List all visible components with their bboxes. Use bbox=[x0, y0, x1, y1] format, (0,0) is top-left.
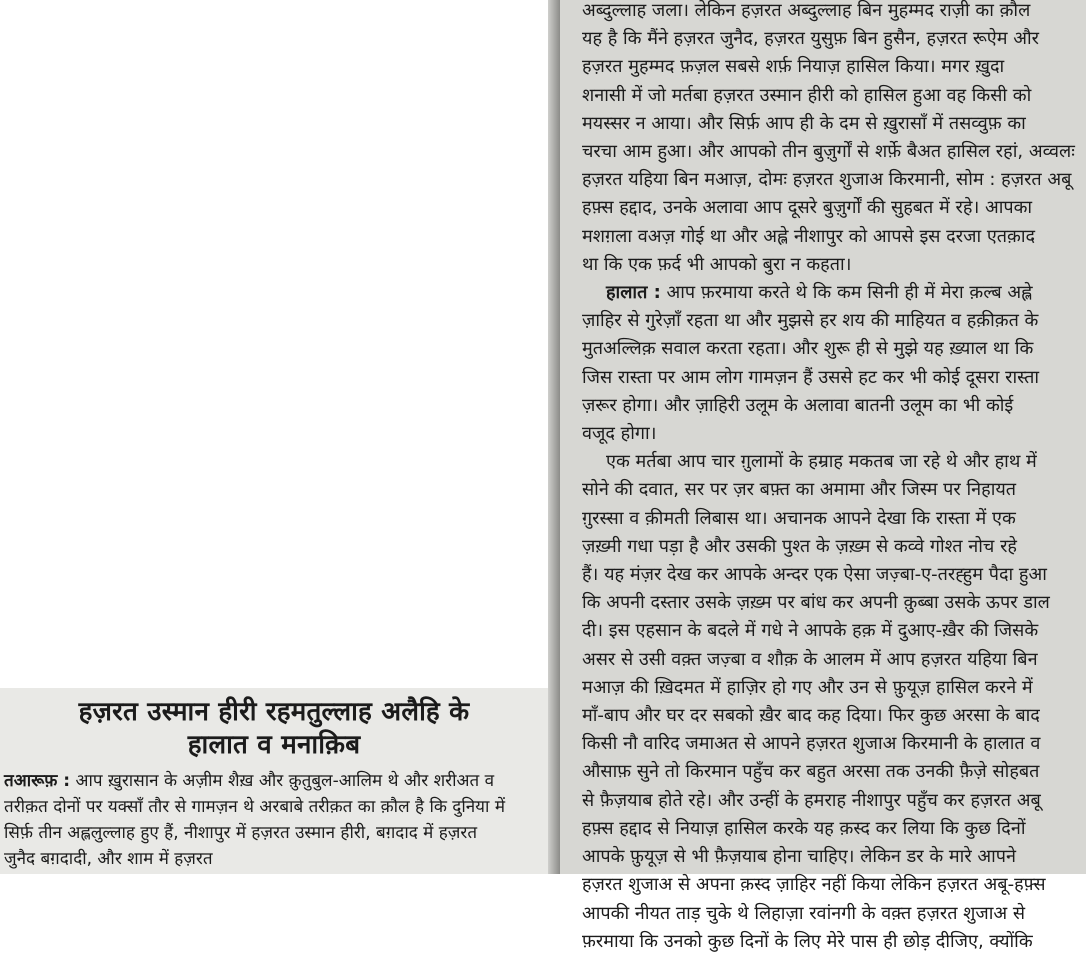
text-line: हज़रत यहिया बिन मआज़, दोमः हज़रत शुजाअ किरमानी, सोम : हज़रत अबू bbox=[582, 169, 1072, 191]
text-line: मआज़ की ख़िदमत में हाज़िर हो गए और उन से फ़ुयूज़ हासिल करने में bbox=[582, 676, 1033, 698]
text-line: वजूद होगा। bbox=[582, 423, 657, 445]
text-line: सोने की दवात, सर पर ज़र बफ़्त का अमामा और जिस्म पर निहायत bbox=[582, 479, 1017, 501]
text-line: अब्दुल्लाह जला। लेकिन हज़रत अब्दुल्लाह बिन मुहम्मद राज़ी का क़ौल bbox=[582, 0, 1031, 21]
text-line: मयस्सर न आया। और सिर्फ़ आप ही के दम से ख़ुरासाँ में तसव्वुफ़ का bbox=[582, 112, 1026, 134]
text-line: यह है कि मैंने हज़रत जुनैद, हज़रत युसुफ़ बिन हुसैन, हज़रत रूऐम और bbox=[582, 28, 1040, 50]
text-line: ज़रूर होगा। और ज़ाहिरी उलूम के अलावा बातनी उलूम का भी कोई bbox=[582, 394, 1014, 416]
text-line: जिस रास्ता पर आम लोग गामज़न हैं उससे हट कर भी कोई दूसरा रास्ता bbox=[582, 366, 1040, 388]
text-line: ज़ख़्मी गधा पड़ा है और उसकी पुश्त के ज़ख़्म से कव्वे गोश्त नोच रहे bbox=[582, 535, 1017, 557]
text-line: मशग़ला वअज़ गोई था और अह्ले नीशापुर को आपसे इस दरजा एतक़ाद bbox=[582, 225, 1036, 247]
text-line: से फ़ैज़याब होते रहे। और उन्हीं के हमराह नीशापुर पहुँच कर हज़रत अबू bbox=[582, 789, 1041, 811]
text-line: औसाफ़ सुने तो किरमान पहुँच कर बहुत अरसा तक उनकी फ़ैज़े सोहबत bbox=[582, 761, 1040, 783]
text-line: हज़रत मुहम्मद फ़ज़ल सबसे शर्फ़ नियाज़ हासिल किया। मगर ख़ुदा bbox=[582, 56, 1005, 78]
text-line: हैं। यह मंज़र देख कर आपके अन्दर एक ऐसा जज़्बा-ए-तरह्हुम पैदा हुआ bbox=[582, 564, 1047, 586]
text-line: था कि एक फ़र्द भी आपको बुरा न कहता। bbox=[582, 253, 852, 275]
text-line: फ़रमाया कि उनको कुछ दिनों के लिए मेरे पास ही छोड़ दीजिए, क्योंकि bbox=[582, 930, 1033, 952]
text-line: मुतअल्लिक़ सवाल करता रहता। और शुरू ही से मुझे यह ख़्याल था कि bbox=[582, 338, 1034, 360]
chapter-title-line-1: हज़रत उस्मान हीरी रहमतुल्लाह अलैहि के bbox=[78, 697, 470, 727]
text-line: ग़ुरस्सा व क़ीमती लिबास था। अचानक आपने देखा कि रास्ता में एक bbox=[582, 507, 1016, 529]
text-line: आपके फ़ुयूज़ से भी फ़ैज़याब होना चाहिए। लेकिन डर के मारे आपने bbox=[582, 846, 1017, 868]
text-line: कि अपनी दस्तार उसके ज़ख़्म पर बांध कर अपनी क़ुब्बा उसके ऊपर डाल bbox=[582, 592, 1050, 614]
left-page bbox=[0, 688, 548, 874]
intro-paragraph bbox=[4, 768, 509, 872]
paragraph-first-line: एक मर्तबा आप चार ग़ुलामों के हम्राह मकतब जा रहे थे और हाथ में bbox=[606, 451, 1037, 473]
halaat-first-text: आप फ़रमाया करते थे कि कम सिनी ही में मेरा क़ल्ब अह्ले bbox=[660, 282, 1033, 304]
halaat-first-line bbox=[582, 279, 1082, 307]
text-line: माँ-बाप और घर दर सबको ख़ैर बाद कह दिया। फिर कुछ अरसा के बाद bbox=[582, 705, 1040, 727]
text-line: दी। इस एहसान के बदले में गधे ने आपके हक़ में दुआए-ख़ैर की जिसके bbox=[582, 620, 1039, 642]
text-line: शनासी में जो मर्तबा हज़रत उस्मान हीरी को हासिल हुआ वह किसी को bbox=[582, 84, 1032, 106]
right-page-text bbox=[582, 0, 1082, 956]
chapter-title-line-2: हालात व मनाक़िब bbox=[187, 730, 361, 760]
intro-label: तआरूफ़ : bbox=[4, 771, 71, 791]
text-line: किसी नौ वारिद जमाअत से आपने हज़रत शुजाअ किरमानी के हालात व bbox=[582, 733, 1041, 755]
text-line: ज़ाहिर से गुरेज़ाँ रहता था और मुझसे हर शय की माहियत व हक़ीक़त के bbox=[582, 310, 1039, 332]
text-line: हफ़्स हद्दाद, उनके अलावा आप दूसरे बुज़ुर्गों की सुहबत में रहे। आपका bbox=[582, 197, 1033, 219]
text-line: हफ़्स हद्दाद से नियाज़ हासिल करके यह क़स्द कर लिया कि कुछ दिनों bbox=[582, 817, 1026, 839]
intro-text: आप ख़ुरासान के अज़ीम शैख़ और क़ुतुबुल-आलिम थे और शरीअत व तरीक़त दोनों पर यक्साँ तौर से गामज़न थे अरबाबे तरीक़त का क़ौल है कि दुनिया में सिर्फ़ तीन अह्ललुल्लाह हुए हैं, नीशापुर में हज़रत उस्मान हीरी, बग़दाद में हज़रत जुनैद बग़दादी, और शाम में हज़रत bbox=[4, 771, 506, 869]
right-page bbox=[560, 0, 1086, 952]
text-line: आपकी नीयत ताड़ चुके थे लिहाज़ा रवांनगी के वक़्त हज़रत शुजाअ से bbox=[582, 902, 1026, 924]
text-line: असर से उसी वक़्त जज़्बा व शौक़ के आलम में आप हज़रत यहिया बिन bbox=[582, 648, 1038, 670]
text-line: हज़रत शुजाअ से अपना क़स्द ज़ाहिर नहीं किया लेकिन हज़रत अबू-हफ़्स bbox=[582, 874, 1046, 896]
halaat-label: हालात : bbox=[606, 282, 661, 304]
text-line: चरचा आम हुआ। और आपको तीन बुज़ुर्गों से शर्फ़े बैअत हासिल रहां, अव्वलः bbox=[582, 141, 1075, 163]
